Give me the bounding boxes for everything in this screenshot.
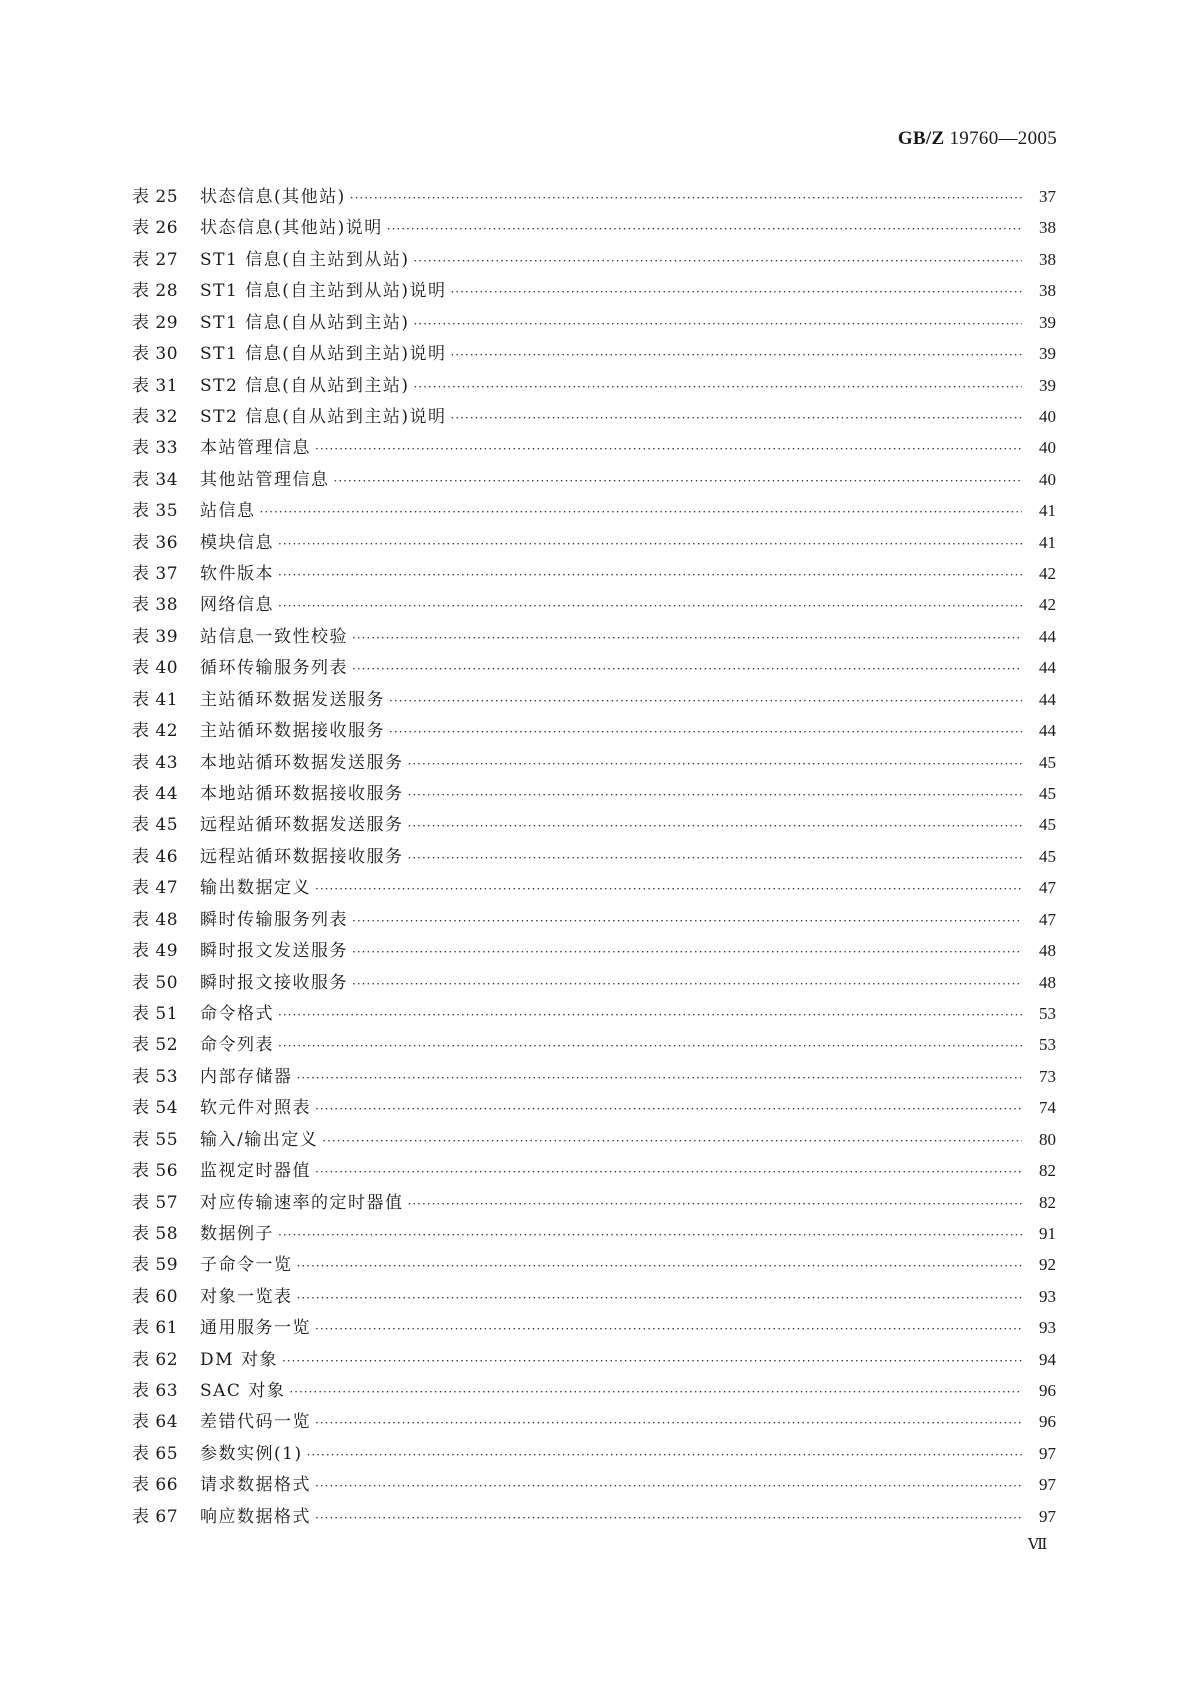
toc-entry-page: 45 xyxy=(1039,784,1056,804)
toc-entry-number: 表 28 xyxy=(132,281,179,302)
toc-entry-number: 表 59 xyxy=(132,1255,179,1276)
standard-number: 19760—2005 xyxy=(949,128,1057,149)
toc-entry-number: 表 32 xyxy=(132,406,179,427)
toc-entry[interactable] xyxy=(132,747,1056,778)
toc-entry[interactable] xyxy=(132,652,1056,683)
toc-entry-title: 瞬时报文发送服务 xyxy=(200,941,348,962)
toc-entry-page: 96 xyxy=(1039,1412,1056,1432)
toc-entry-page: 93 xyxy=(1039,1286,1056,1306)
toc-entry[interactable] xyxy=(132,715,1056,746)
toc-dot-leader xyxy=(352,623,1022,654)
toc-entry-title: ST2 信息(自从站到主站) xyxy=(200,375,410,396)
toc-entry[interactable] xyxy=(132,558,1056,589)
toc-entry-title: 主站循环数据接收服务 xyxy=(200,721,385,742)
toc-entry-title: DM 对象 xyxy=(200,1349,278,1370)
toc-entry[interactable] xyxy=(132,1124,1056,1155)
toc-entry-title: 主站循环数据发送服务 xyxy=(200,689,385,710)
toc-entry-title: 监视定时器值 xyxy=(200,1161,311,1182)
toc-entry[interactable] xyxy=(132,841,1056,872)
toc-dot-leader xyxy=(297,1063,1023,1094)
toc-entry-page: 38 xyxy=(1039,281,1056,301)
toc-dot-leader xyxy=(450,403,1022,434)
toc-entry-page: 44 xyxy=(1039,658,1056,678)
toc-entry-number: 表 46 xyxy=(132,846,179,867)
toc-entry-number: 表 67 xyxy=(132,1506,179,1527)
toc-dot-leader xyxy=(315,1157,1022,1188)
toc-entry[interactable] xyxy=(132,1438,1056,1469)
toc-entry-title: 循环传输服务列表 xyxy=(200,658,348,679)
toc-entry-number: 表 63 xyxy=(132,1381,179,1402)
toc-entry-title: 模块信息 xyxy=(200,532,274,553)
toc-entry-page: 38 xyxy=(1039,218,1056,238)
toc-dot-leader xyxy=(352,937,1022,968)
toc-entry-number: 表 42 xyxy=(132,721,179,742)
toc-entry-number: 表 37 xyxy=(132,564,179,585)
toc-entry-number: 表 34 xyxy=(132,469,179,490)
toc-entry[interactable] xyxy=(132,401,1056,432)
toc-dot-leader xyxy=(408,843,1023,874)
toc-entry-page: 53 xyxy=(1039,1003,1056,1023)
toc-entry-page: 97 xyxy=(1039,1443,1056,1463)
toc-entry[interactable] xyxy=(132,1344,1056,1375)
toc-entry-page: 45 xyxy=(1039,846,1056,866)
toc-entry-page: 94 xyxy=(1039,1349,1056,1369)
toc-entry-title: 瞬时传输服务列表 xyxy=(200,909,348,930)
toc-entry-number: 表 44 xyxy=(132,784,179,805)
toc-entry-title: 网络信息 xyxy=(200,595,274,616)
toc-entry[interactable] xyxy=(132,212,1056,243)
toc-dot-leader xyxy=(408,1189,1023,1220)
toc-entry-page: 48 xyxy=(1039,941,1056,961)
toc-entry[interactable] xyxy=(132,181,1056,212)
toc-dot-leader xyxy=(315,1408,1022,1439)
toc-entry-number: 表 58 xyxy=(132,1223,179,1244)
toc-entry[interactable] xyxy=(132,809,1056,840)
toc-entry[interactable] xyxy=(132,370,1056,401)
toc-entry[interactable] xyxy=(132,778,1056,809)
toc-entry-title: ST1 信息(自主站到从站) xyxy=(200,249,410,270)
toc-dot-leader xyxy=(389,717,1022,748)
toc-entry-page: 37 xyxy=(1039,187,1056,206)
toc-entry-title: 通用服务一览 xyxy=(200,1318,311,1339)
toc-entry-page: 45 xyxy=(1039,815,1056,835)
toc-entry[interactable] xyxy=(132,1375,1056,1406)
toc-entry-page: 39 xyxy=(1039,312,1056,332)
toc-dot-leader xyxy=(278,591,1022,622)
toc-entry-number: 表 51 xyxy=(132,1003,179,1024)
toc-dot-leader xyxy=(322,1126,1022,1157)
toc-entry-page: 92 xyxy=(1039,1255,1056,1275)
toc-entry-title: 输入/输出定义 xyxy=(200,1129,319,1150)
toc-entry-title: 子命令一览 xyxy=(200,1255,293,1276)
toc-entry-number: 表 53 xyxy=(132,1066,179,1087)
toc-entry-page: 42 xyxy=(1039,564,1056,584)
toc-entry-page: 73 xyxy=(1039,1066,1056,1086)
toc-entry-page: 91 xyxy=(1039,1223,1056,1243)
toc-entry-number: 表 54 xyxy=(132,1098,179,1119)
toc-entry-number: 表 25 xyxy=(132,187,179,207)
toc-entry-title: 软元件对照表 xyxy=(200,1098,311,1119)
toc-entry[interactable] xyxy=(132,1092,1056,1123)
toc-dot-leader xyxy=(278,529,1022,560)
toc-entry-page: 44 xyxy=(1039,626,1056,646)
toc-entry-title: 命令格式 xyxy=(200,1003,274,1024)
toc-entry-title: 数据例子 xyxy=(200,1223,274,1244)
toc-dot-leader xyxy=(350,183,1022,214)
toc-entry-number: 表 47 xyxy=(132,878,179,899)
toc-entry-page: 74 xyxy=(1039,1098,1056,1118)
toc-entry-number: 表 56 xyxy=(132,1161,179,1182)
toc-entry-page: 80 xyxy=(1039,1129,1056,1149)
toc-entry-page: 40 xyxy=(1039,469,1056,489)
toc-entry[interactable] xyxy=(132,1281,1056,1312)
toc-dot-leader xyxy=(387,214,1022,245)
toc-entry-title: 本站管理信息 xyxy=(200,438,311,459)
toc-entry[interactable] xyxy=(132,275,1056,306)
toc-entry-title: 内部存储器 xyxy=(200,1066,293,1087)
toc-entry-number: 表 38 xyxy=(132,595,179,616)
toc-dot-leader xyxy=(408,811,1023,842)
toc-entry-number: 表 31 xyxy=(132,375,179,396)
toc-entry-number: 表 52 xyxy=(132,1035,179,1056)
toc-entry-title: 瞬时报文接收服务 xyxy=(200,972,348,993)
page-folio: Ⅶ xyxy=(1028,1537,1048,1553)
toc-entry-page: 47 xyxy=(1039,909,1056,929)
toc-dot-leader xyxy=(315,1314,1022,1345)
toc-entry-number: 表 36 xyxy=(132,532,179,553)
toc-entry-page: 41 xyxy=(1039,532,1056,552)
toc-dot-leader xyxy=(282,1346,1022,1377)
toc-dot-leader xyxy=(315,874,1022,905)
toc-dot-leader xyxy=(278,1000,1022,1031)
toc-entry-title: 输出数据定义 xyxy=(200,878,311,899)
toc-entry-number: 表 45 xyxy=(132,815,179,836)
toc-entry[interactable] xyxy=(132,1187,1056,1218)
toc-entry-number: 表 43 xyxy=(132,752,179,773)
toc-entry[interactable] xyxy=(132,1312,1056,1343)
toc-entry[interactable] xyxy=(132,998,1056,1029)
toc-entry-number: 表 60 xyxy=(132,1286,179,1307)
toc-entry-page: 48 xyxy=(1039,972,1056,992)
toc-dot-leader xyxy=(278,1031,1022,1062)
toc-dot-leader xyxy=(260,497,1023,528)
toc-dot-leader xyxy=(307,1440,1022,1471)
toc-entry[interactable] xyxy=(132,244,1056,275)
toc-entry[interactable] xyxy=(132,1469,1056,1500)
toc-entry-title: 站信息 xyxy=(200,501,256,522)
toc-dot-leader xyxy=(315,1503,1022,1534)
toc-entry-title: 远程站循环数据接收服务 xyxy=(200,846,404,867)
toc-entry[interactable] xyxy=(132,967,1056,998)
table-of-contents xyxy=(132,181,1056,1532)
toc-dot-leader xyxy=(450,277,1022,308)
toc-entry-title: SAC 对象 xyxy=(200,1381,286,1402)
toc-entry[interactable] xyxy=(132,935,1056,966)
toc-entry-title: 软件版本 xyxy=(200,564,274,585)
toc-dot-leader xyxy=(352,969,1022,1000)
toc-entry-number: 表 62 xyxy=(132,1349,179,1370)
toc-entry[interactable] xyxy=(132,432,1056,463)
toc-dot-leader xyxy=(289,1377,1022,1408)
toc-entry-number: 表 40 xyxy=(132,658,179,679)
toc-dot-leader xyxy=(297,1251,1023,1282)
toc-entry-title: 状态信息(其他站) xyxy=(200,187,346,207)
toc-entry-title: 站信息一致性校验 xyxy=(200,626,348,647)
toc-entry-title: 其他站管理信息 xyxy=(200,469,330,490)
toc-entry-page: 82 xyxy=(1039,1161,1056,1181)
toc-entry-page: 53 xyxy=(1039,1035,1056,1055)
toc-entry[interactable] xyxy=(132,464,1056,495)
toc-dot-leader xyxy=(315,1094,1022,1125)
toc-entry-number: 表 61 xyxy=(132,1318,179,1339)
toc-entry-title: 差错代码一览 xyxy=(200,1412,311,1433)
toc-entry[interactable] xyxy=(132,527,1056,558)
toc-entry-page: 93 xyxy=(1039,1318,1056,1338)
toc-dot-leader xyxy=(408,749,1023,780)
toc-entry-page: 97 xyxy=(1039,1506,1056,1526)
toc-entry-number: 表 41 xyxy=(132,689,179,710)
toc-entry-title: 对象一览表 xyxy=(200,1286,293,1307)
toc-entry[interactable] xyxy=(132,1249,1056,1280)
toc-entry-title: 命令列表 xyxy=(200,1035,274,1056)
toc-dot-leader xyxy=(408,780,1023,811)
toc-entry[interactable] xyxy=(132,1155,1056,1186)
toc-entry[interactable] xyxy=(132,872,1056,903)
toc-entry[interactable] xyxy=(132,1218,1056,1249)
toc-entry-number: 表 35 xyxy=(132,501,179,522)
toc-entry-number: 表 27 xyxy=(132,249,179,270)
toc-entry-title: 参数实例(1) xyxy=(200,1443,303,1464)
toc-entry-number: 表 65 xyxy=(132,1443,179,1464)
toc-entry-page: 42 xyxy=(1039,595,1056,615)
toc-dot-leader xyxy=(413,372,1022,403)
toc-dot-leader xyxy=(413,309,1022,340)
toc-entry-page: 82 xyxy=(1039,1192,1056,1212)
toc-entry-page: 47 xyxy=(1039,878,1056,898)
toc-dot-leader xyxy=(352,906,1022,937)
toc-entry[interactable] xyxy=(132,307,1056,338)
toc-entry-title: 对应传输速率的定时器值 xyxy=(200,1192,404,1213)
toc-entry-number: 表 48 xyxy=(132,909,179,930)
toc-dot-leader xyxy=(389,686,1022,717)
toc-entry-page: 39 xyxy=(1039,344,1056,364)
toc-dot-leader xyxy=(315,1471,1022,1502)
toc-entry[interactable] xyxy=(132,1406,1056,1437)
toc-entry-title: 本地站循环数据发送服务 xyxy=(200,752,404,773)
toc-entry[interactable] xyxy=(132,621,1056,652)
toc-entry-title: 请求数据格式 xyxy=(200,1475,311,1496)
standard-code: GB/Z xyxy=(897,128,945,149)
toc-entry-title: ST2 信息(自从站到主站)说明 xyxy=(200,406,447,427)
toc-entry-title: ST1 信息(自主站到从站)说明 xyxy=(200,281,447,302)
toc-entry-number: 表 66 xyxy=(132,1475,179,1496)
toc-entry-title: ST1 信息(自从站到主站) xyxy=(200,312,410,333)
toc-entry[interactable] xyxy=(132,589,1056,620)
toc-dot-leader xyxy=(297,1283,1023,1314)
toc-entry[interactable] xyxy=(132,684,1056,715)
toc-entry-number: 表 50 xyxy=(132,972,179,993)
toc-entry-page: 45 xyxy=(1039,752,1056,772)
toc-entry-number: 表 30 xyxy=(132,344,179,365)
toc-entry-page: 40 xyxy=(1039,406,1056,426)
toc-dot-leader xyxy=(278,1220,1022,1251)
toc-entry-title: 本地站循环数据接收服务 xyxy=(200,784,404,805)
toc-entry-page: 38 xyxy=(1039,249,1056,269)
toc-entry-number: 表 57 xyxy=(132,1192,179,1213)
toc-entry[interactable] xyxy=(132,1029,1056,1060)
document-header xyxy=(898,128,1057,150)
toc-entry-title: 响应数据格式 xyxy=(200,1506,311,1527)
toc-entry-title: 远程站循环数据发送服务 xyxy=(200,815,404,836)
toc-dot-leader xyxy=(315,434,1022,465)
toc-entry-number: 表 33 xyxy=(132,438,179,459)
toc-entry-number: 表 49 xyxy=(132,941,179,962)
toc-entry[interactable] xyxy=(132,1501,1056,1532)
toc-dot-leader xyxy=(278,560,1022,591)
toc-entry-page: 41 xyxy=(1039,501,1056,521)
toc-entry-page: 44 xyxy=(1039,721,1056,741)
toc-dot-leader xyxy=(334,466,1023,497)
toc-entry-page: 40 xyxy=(1039,438,1056,458)
toc-entry[interactable] xyxy=(132,495,1056,526)
toc-entry-page: 96 xyxy=(1039,1381,1056,1401)
toc-entry-number: 表 55 xyxy=(132,1129,179,1150)
toc-entry[interactable] xyxy=(132,338,1056,369)
toc-dot-leader xyxy=(413,246,1022,277)
toc-entry-number: 表 29 xyxy=(132,312,179,333)
toc-entry-title: ST1 信息(自从站到主站)说明 xyxy=(200,344,447,365)
toc-dot-leader xyxy=(450,340,1022,371)
toc-entry-page: 39 xyxy=(1039,375,1056,395)
toc-dot-leader xyxy=(352,654,1022,685)
toc-entry-page: 97 xyxy=(1039,1475,1056,1495)
toc-entry-page: 44 xyxy=(1039,689,1056,709)
toc-entry[interactable] xyxy=(132,904,1056,935)
toc-entry-number: 表 39 xyxy=(132,626,179,647)
toc-entry[interactable] xyxy=(132,1061,1056,1092)
toc-entry-number: 表 26 xyxy=(132,218,179,239)
toc-entry-number: 表 64 xyxy=(132,1412,179,1433)
toc-entry-title: 状态信息(其他站)说明 xyxy=(200,218,383,239)
